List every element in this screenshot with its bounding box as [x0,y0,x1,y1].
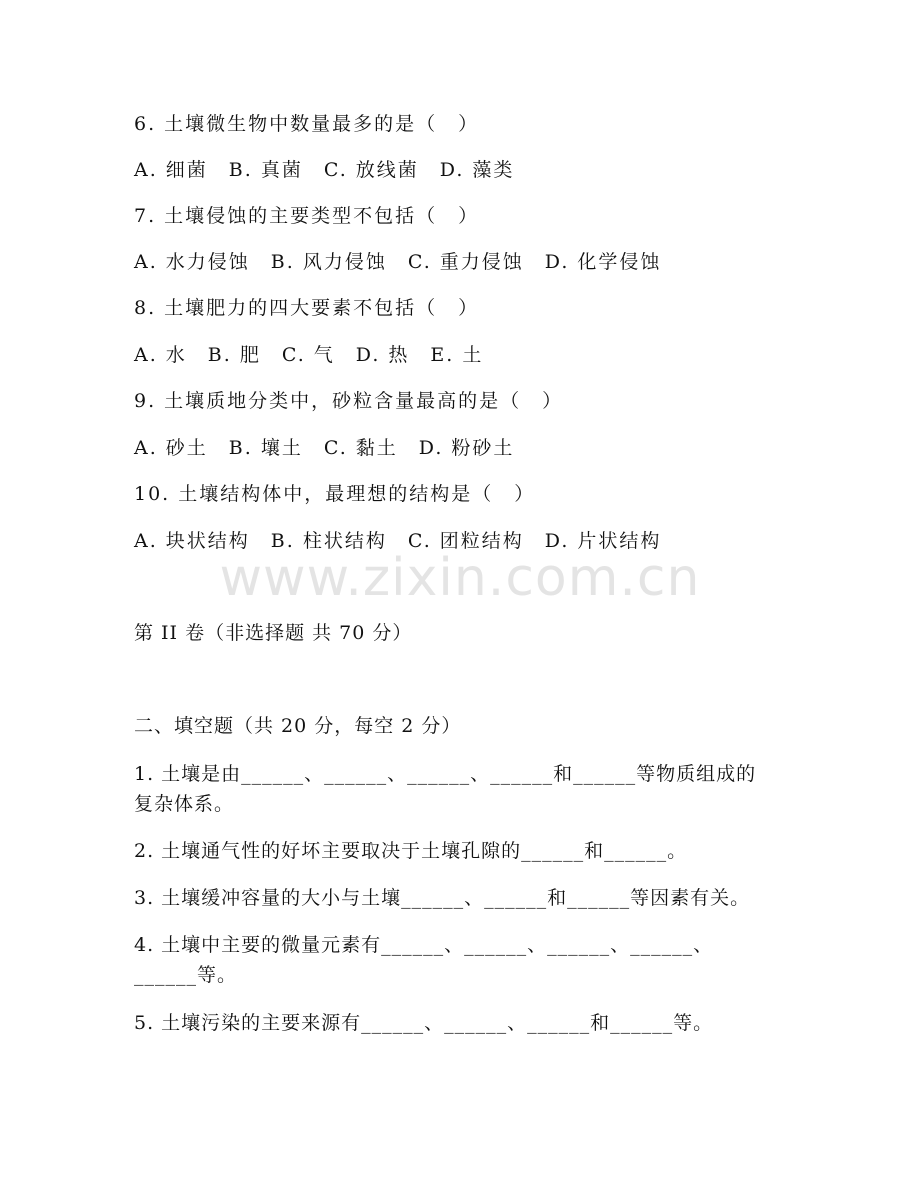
question-8-stem: 8. 土壤肥力的四大要素不包括（ ） [134,297,480,319]
question-7-stem: 7. 土壤侵蚀的主要类型不包括（ ） [134,205,480,227]
fill-blank-item-5: 5. 土壤污染的主要来源有______、______、______和______等。 [134,1012,714,1034]
question-7-options: A. 水力侵蚀 B. 风力侵蚀 C. 重力侵蚀 D. 化学侵蚀 [134,251,662,273]
fill-blank-item-1-line1: 1. 土壤是由______、______、______、______和______等物质组成的 [134,763,757,785]
fill-blank-item-4-line1: 4. 土壤中主要的微量元素有______、______、______、______、 [134,934,714,956]
section-title: 第 II 卷（非选择题 共 70 分） [134,622,413,644]
watermark: www.zixin.com.cn [219,548,701,608]
question-8-options: A. 水 B. 肥 C. 气 D. 热 E. 土 [134,344,484,366]
question-9-options: A. 砂土 B. 壤土 C. 黏土 D. 粉砂土 [134,437,515,459]
question-10-options: A. 块状结构 B. 柱状结构 C. 团粒结构 D. 片状结构 [134,530,662,552]
question-9-stem: 9. 土壤质地分类中，砂粒含量最高的是（ ） [134,390,564,412]
fill-blank-item-3: 3. 土壤缓冲容量的大小与土壤______、______和______等因素有关。 [134,887,751,909]
fill-blank-item-2: 2. 土壤通气性的好坏主要取决于土壤孔隙的______和______。 [134,840,688,862]
fill-blank-item-1-line2: 复杂体系。 [134,793,235,815]
fill-blank-item-4-line2: ______等。 [134,964,238,986]
fill-blank-heading: 二、填空题（共 20 分，每空 2 分） [134,715,462,737]
question-6-options: A. 细菌 B. 真菌 C. 放线菌 D. 藻类 [134,159,515,181]
question-6-stem: 6. 土壤微生物中数量最多的是（ ） [134,113,480,135]
question-10-stem: 10. 土壤结构体中，最理想的结构是（ ） [134,483,536,505]
